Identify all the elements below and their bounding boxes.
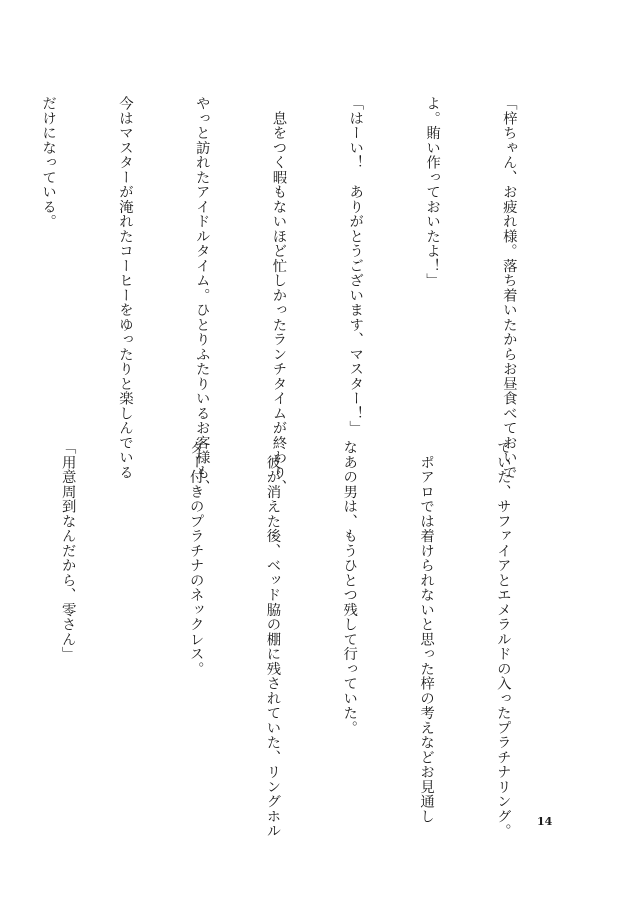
text-line: ていた、サファイアとエメラルドの入ったプラチナリング。	[494, 440, 511, 839]
text-line: なあの男は、もうひとつ残して行っていた。	[341, 440, 358, 735]
text-line: 今はマスターが淹れたコーヒーをゆったりと楽しんでいる	[116, 96, 133, 480]
text-line: よ。賄い作っておいたよ！」	[424, 96, 441, 288]
text-line	[0, 440, 3, 780]
text-line: だけになっている。	[40, 96, 57, 229]
page-number: 14	[537, 815, 553, 828]
text-block-upper	[40, 96, 572, 495]
text-line: ダー付きのプラチナのネックレス。	[187, 440, 204, 676]
text-line: やっと訪れたアイドルタイム。ひとりふたりいるお客様も、	[193, 96, 210, 495]
text-line: 息をつく暇もないほど忙しかったランチタイムが終わり、	[270, 96, 287, 495]
text-line: ポアロでは着けられないと思った梓の考えなどお見通し	[418, 440, 435, 824]
text-line: 「用意周到なんだから、零さん」	[59, 440, 76, 662]
text-line: 彼が消えた後、ベッド脇の棚に残されていた、リングホル	[264, 440, 281, 839]
text-line: 「梓ちゃん、お疲れ様。落ち着いたからお昼食べておいで	[500, 96, 517, 480]
text-line: 「はーい！ ありがとうございます、マスター！」	[347, 96, 364, 436]
